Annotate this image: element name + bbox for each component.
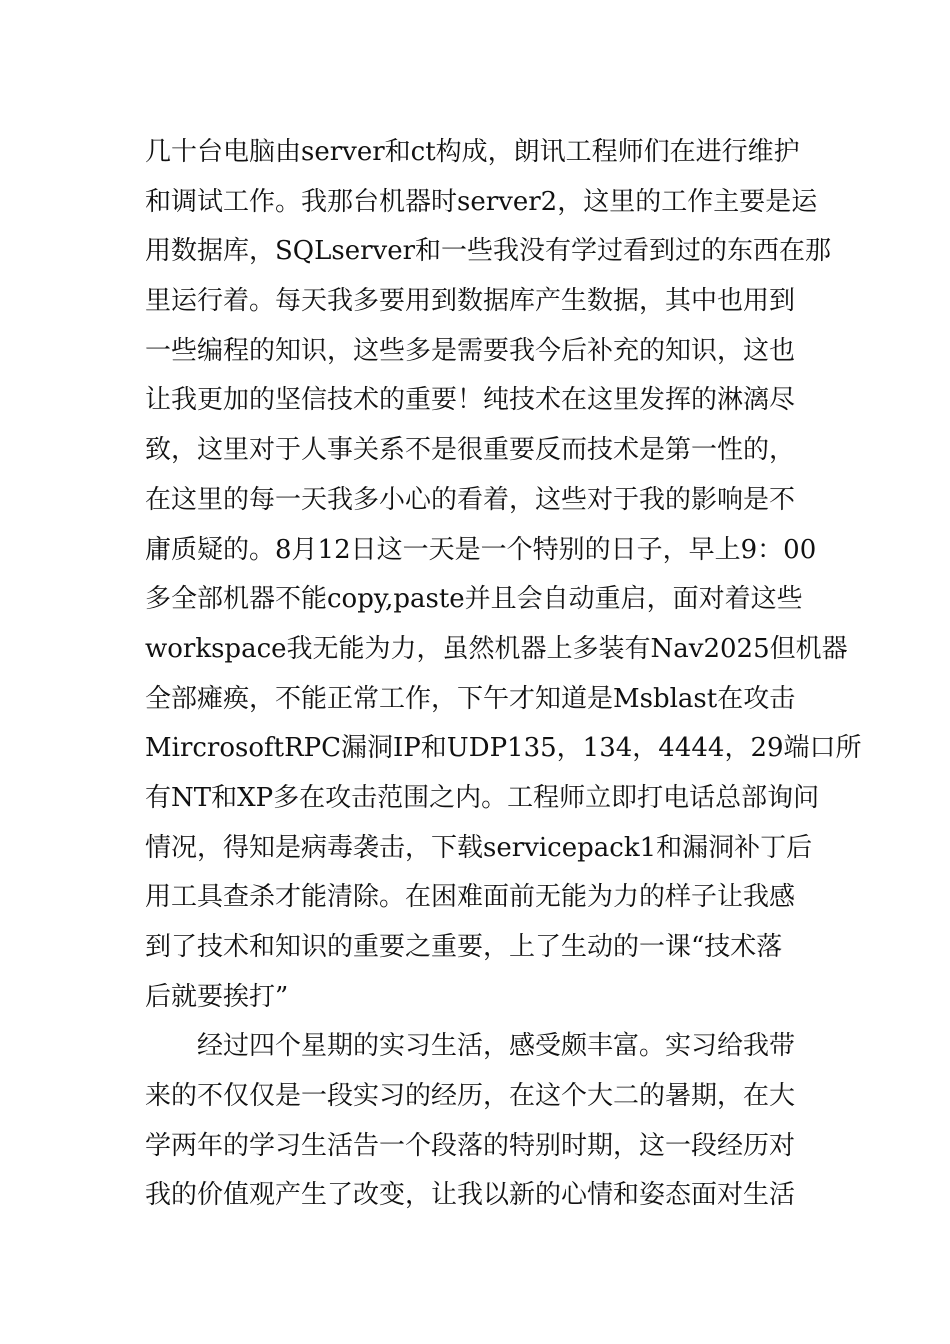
text-line: 来的不仅仅是一段实习的经历，在这个大二的暑期，在大 bbox=[145, 1081, 796, 1112]
text-line: 后就要挨打” bbox=[145, 981, 289, 1012]
text-line: 里运行着。每天我多要用到数据库产生数据，其中也用到 bbox=[145, 286, 796, 317]
text-line: 全部瘫痪，不能正常工作，下午才知道是Msblast在攻击 bbox=[145, 683, 796, 714]
text-line: workspace我无能为力，虽然机器上多装有Nav2025但机器 bbox=[145, 633, 848, 664]
text-line: 用数据库，SQLserver和一些我没有学过看到过的东西在那 bbox=[145, 236, 832, 267]
text-line: 经过四个星期的实习生活，感受颇丰富。实习给我带 bbox=[145, 1031, 796, 1062]
document-body bbox=[145, 128, 862, 1221]
text-line: 一些编程的知识，这些多是需要我今后补充的知识，这也 bbox=[145, 335, 796, 366]
text-line: 用工具查杀才能清除。在困难面前无能为力的样子让我感 bbox=[145, 882, 796, 913]
text-line: 我的价值观产生了改变，让我以新的心情和姿态面对生活 bbox=[145, 1180, 796, 1211]
text-line: 致，这里对于人事关系不是很重要反而技术是第一性的， bbox=[145, 435, 796, 466]
text-line: 庸质疑的。8月12日这一天是一个特别的日子，早上9：00 bbox=[145, 534, 817, 565]
text-line: 情况，得知是病毒袭击，下载servicepack1和漏洞补丁后 bbox=[145, 832, 813, 863]
text-line: 有NT和XP多在攻击范围之内。工程师立即打电话总部询问 bbox=[145, 782, 820, 813]
text-line: 学两年的学习生活告一个段落的特别时期，这一段经历对 bbox=[145, 1130, 796, 1161]
text-line: 几十台电脑由server和ct构成，朗讯工程师们在进行维护 bbox=[145, 137, 800, 167]
text-line: 在这里的每一天我多小心的看着，这些对于我的影响是不 bbox=[145, 484, 796, 515]
text-line: MircrosoftRPC漏洞IP和UDP135，134，4444，29端口所 bbox=[145, 733, 862, 764]
text-line: 让我更加的坚信技术的重要！纯技术在这里发挥的淋漓尽 bbox=[145, 385, 796, 416]
text-line: 多全部机器不能copy,paste并且会自动重启，面对着这些 bbox=[145, 584, 803, 615]
paragraph-2 bbox=[145, 1022, 810, 1221]
text-line: 到了技术和知识的重要之重要，上了生动的一课“技术落 bbox=[145, 932, 783, 962]
paragraph-1 bbox=[145, 128, 862, 1022]
text-line: 和调试工作。我那台机器时server2，这里的工作主要是运 bbox=[145, 186, 818, 217]
